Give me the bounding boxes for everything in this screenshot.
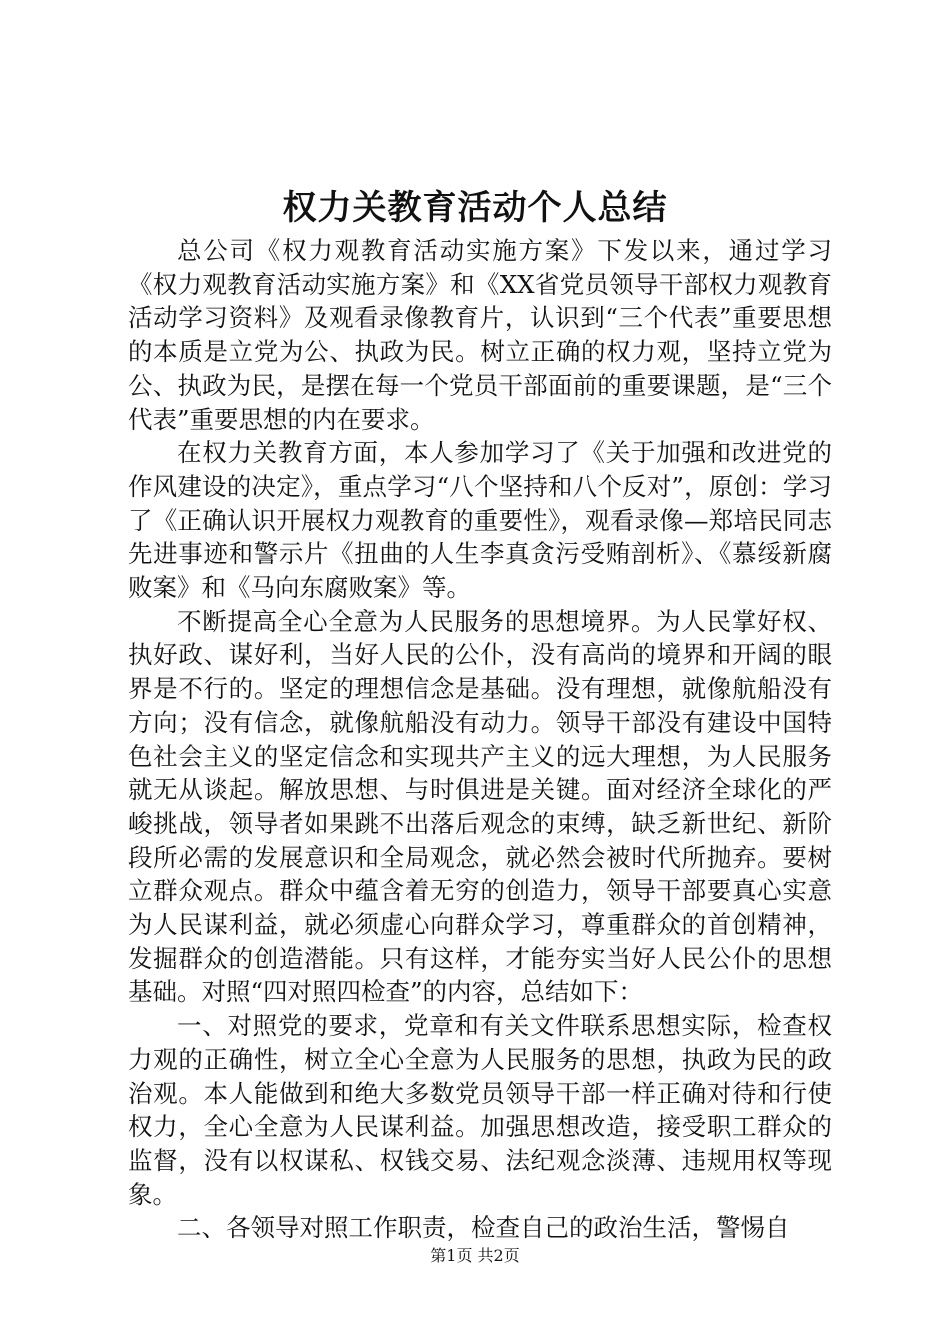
page-number-footer: 第1页 共2页 xyxy=(430,1246,520,1265)
paragraph-2: 在权力关教育方面，本人参加学习了《关于加强和改进党的作风建设的决定》，重点学习“八个坚持和八个反对”，原创：学习了《正确认识开展权力观教育的重要性》，观看录像—郑培民同志先进事迹和警示片《扭曲的人生李真贪污受贿剖析》、《慕绥新腐败案》和《马向东腐败案》等。 xyxy=(128,438,832,603)
document-title: 权力关教育活动个人总结 xyxy=(282,188,668,228)
paragraph-4: 一、对照党的要求，党章和有关文件联系思想实际，检查权力观的正确性，树立全心全意为人民服务的思想，执政为民的政治观。本人能做到和绝大多数党员领导干部一样正确对待和行使权力，全心全意为人民谋利益。加强思想改造，接受职工群众的监督，没有以权谋私、权钱交易、法纪观念淡薄、违规用权等现象。 xyxy=(128,1011,832,1209)
paragraph-5: 二、各领导对照工作职责，检查自己的政治生活，警惕自 xyxy=(177,1213,790,1243)
paragraph-3: 不断提高全心全意为人民服务的思想境界。为人民掌好权、执好政、谋好利，当好人民的公仆，没有高尚的境界和开阔的眼界是不行的。坚定的理想信念是基础。没有理想，就像航船没有方向；没有信念，就像航船没有动力。领导干部没有建设中国特色社会主义的坚定信念和实现共产主义的远大理想，为人民服务就无从谈起。解放思想、与时俱进是关键。面对经济全球化的严峻挑战，领导者如果跳不出落后观念的束缚，缺乏新世纪、新阶段所必需的发展意识和全局观念，就必然会被时代所抛弃。要树立群众观点。群众中蕴含着无穷的创造力，领导干部要真心实意为人民谋利益，就必须虚心向群众学习，尊重群众的首创精神，发掘群众的创造潜能。只有这样，才能夯实当好人民公仆的思想基础。对照“四对照四检查”的内容，总结如下： xyxy=(128,606,832,1007)
paragraph-1: 总公司《权力观教育活动实施方案》下发以来，通过学习《权力观教育活动实施方案》和《XX省党员领导干部权力观教育活动学习资料》及观看录像教育片，认识到“三个代表”重要思想的本质是立党为公、执政为民。树立正确的权力观，坚持立党为公、执政为民，是摆在每一个党员干部面前的重要课题，是“三个代表”重要思想的内在要求。 xyxy=(128,236,832,434)
document-body xyxy=(128,234,832,1245)
